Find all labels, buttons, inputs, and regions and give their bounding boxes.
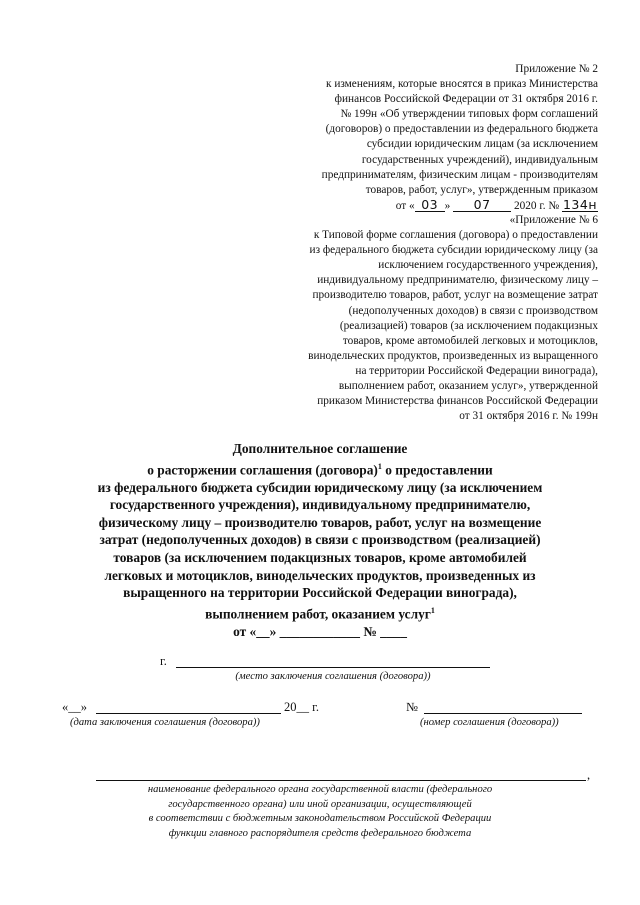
document-title: [40, 440, 600, 640]
appendix-2-block: [268, 62, 598, 214]
title-line: легковых и мотоциклов, винодельческих продуктов, произведенных из: [104, 567, 536, 583]
number-sign: №: [406, 700, 418, 714]
date-month-field-line[interactable]: [96, 713, 281, 714]
appendix-2-line: предпринимателям, физическим лицам - производителям: [321, 168, 598, 181]
appendix-6-line: выполнением работ, оказанием услуг», утвержденной: [338, 380, 598, 393]
date-year-field[interactable]: 20__ г.: [284, 700, 319, 714]
appendix-6-heading: «Приложение № 6: [509, 214, 598, 226]
date-day-field[interactable]: «__»: [62, 700, 87, 714]
appendix-6-line: на территории Российской Федерации винограда),: [355, 364, 598, 377]
handwritten-month: 07: [453, 198, 511, 212]
title-line-part: о предоставлении: [385, 462, 493, 478]
appendix-6-line: винодельческих продуктов, произведенных из выращенного: [308, 349, 598, 362]
appendix-6-line: (недополученных доходов) в связи с производством: [348, 304, 598, 317]
title-line-part: о расторжении соглашения (договора): [147, 462, 378, 478]
place-prefix: г.: [160, 654, 167, 668]
appendix-6-block: [253, 213, 598, 424]
number-caption: (номер соглашения (договора)): [420, 717, 559, 728]
title-line: из федерального бюджета субсидии юридическому лицу (за исключением: [97, 479, 543, 495]
title-line: [40, 602, 600, 623]
appendix-6-line: производителю товаров, работ, услуг на возмещение затрат: [312, 289, 598, 302]
appendix-2-line: (договоров) о предоставлении из федерального бюджета: [325, 123, 598, 136]
year-text: 2020 г. №: [513, 199, 560, 212]
handwritten-day: 03: [415, 198, 445, 212]
handwritten-number: 134н: [562, 196, 598, 212]
title-line: выращенного на территории Российской Федерации винограда),: [123, 585, 517, 601]
authority-caption-line: в соответствии с бюджетным законодательством Российской Федерации: [148, 813, 492, 825]
appendix-2-date-line: [268, 198, 598, 214]
title-line: затрат (недополученных доходов) в связи с производством (реализацией): [99, 532, 541, 548]
appendix-6-line: исключением государственного учреждения),: [378, 259, 598, 272]
title-line: Дополнительное соглашение: [232, 441, 408, 456]
appendix-6-line: из федерального бюджета субсидии юридическому лицу (за: [309, 244, 598, 257]
appendix-2-line: субсидии юридическим лицам (за исключением: [366, 138, 598, 151]
appendix-2-heading: Приложение № 2: [515, 63, 598, 75]
date-prefix: от «: [395, 199, 415, 212]
authority-caption-line: государственного органа) или иной организации, осуществляющей: [168, 798, 472, 810]
authority-caption: [100, 783, 540, 841]
date-mid: »: [444, 199, 451, 212]
appendix-6-line: к Типовой форме соглашения (договора) о предоставлении: [313, 229, 598, 242]
title-line: товаров (за исключением подакцизных товаров, кроме автомобилей: [113, 550, 527, 566]
authority-caption-line: функции главного распорядителя средств федерального бюджета: [168, 827, 472, 839]
authority-comma: ,: [587, 768, 591, 782]
appendix-6-line: индивидуальному предпринимателю, физическому лицу –: [317, 274, 598, 287]
footnote-mark: 1: [430, 605, 435, 615]
title-line-part: выполнением работ, оказанием услуг: [205, 606, 431, 622]
appendix-6-line: от 31 октября 2016 г. № 199н: [459, 410, 598, 423]
title-line: государственного учреждения), индивидуальному предпринимателю,: [109, 497, 531, 513]
authority-caption-line: наименование федерального органа государственной власти (федерального: [147, 784, 493, 795]
title-date-line: от «__» ____________ № ____: [233, 623, 407, 639]
appendix-2-line: товаров, работ, услуг», утвержденным приказом: [365, 183, 598, 196]
title-line: [40, 458, 600, 479]
appendix-2-line: к изменениям, которые вносятся в приказ Министерства: [326, 78, 598, 91]
footnote-mark: 1: [377, 461, 382, 471]
appendix-2-line: государственных учреждений), индивидуальным: [361, 153, 598, 166]
appendix-6-line: приказом Министерства финансов Российской Федерации: [317, 395, 598, 408]
appendix-2-line: финансов Российской Федерации от 31 октября 2016 г.: [334, 93, 598, 106]
date-caption: (дата заключения соглашения (договора)): [70, 717, 260, 728]
place-caption: (место заключения соглашения (договора)): [235, 671, 431, 682]
appendix-6-line: (реализацией) товаров (за исключением подакцизных: [339, 319, 598, 332]
title-line: физическому лицу – производителю товаров, работ, услуг на возмещение: [98, 514, 542, 530]
place-field-line[interactable]: [176, 667, 490, 668]
appendix-2-line: № 199н «Об утверждении типовых форм соглашений: [340, 108, 598, 121]
appendix-6-line: товаров, кроме автомобилей легковых и мотоциклов,: [342, 334, 598, 347]
authority-name-field-line[interactable]: [96, 780, 586, 781]
agreement-number-field-line[interactable]: [424, 713, 582, 714]
